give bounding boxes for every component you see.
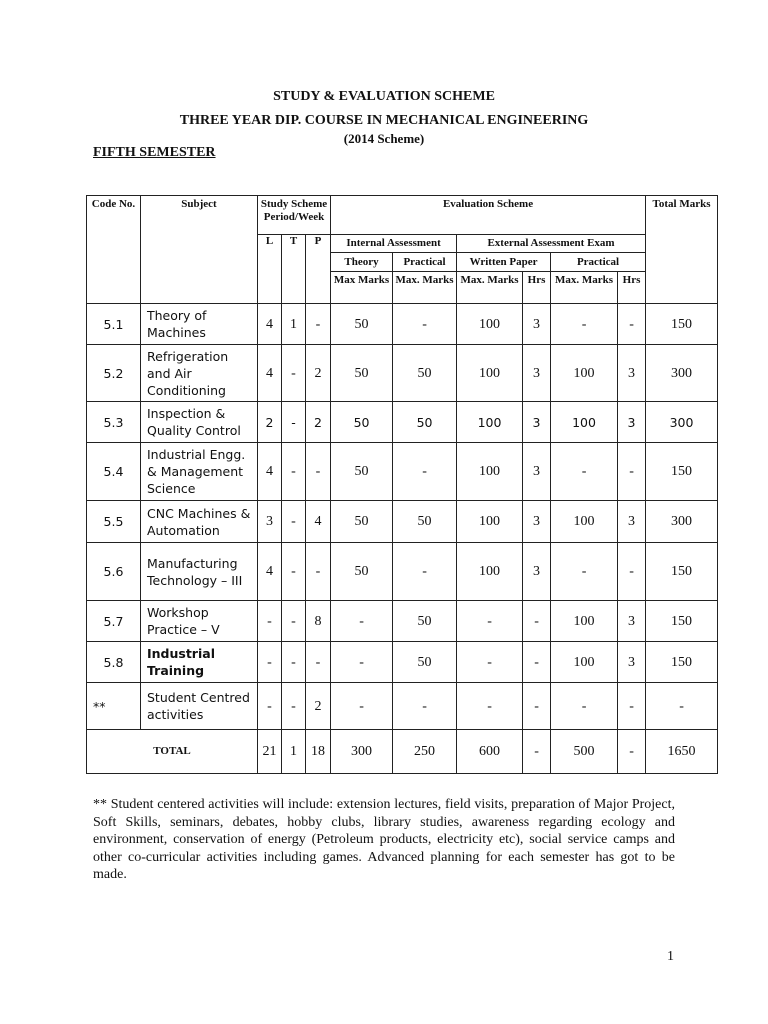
t-value: 1 — [282, 304, 306, 345]
practical-marks: - — [551, 683, 618, 730]
p-value: 2 — [306, 402, 331, 443]
written-paper-hrs: 3 — [523, 443, 551, 501]
practical-hrs: - — [618, 443, 646, 501]
table-row — [87, 642, 718, 683]
total-p: 18 — [306, 730, 331, 774]
subject-header: Subject — [141, 196, 258, 304]
written-paper-hrs: 3 — [523, 345, 551, 402]
table-row — [87, 501, 718, 543]
total-internal-practical: 250 — [393, 730, 457, 774]
practical-marks: - — [551, 443, 618, 501]
internal-practical-marks: - — [393, 304, 457, 345]
written-paper-marks: 100 — [457, 402, 523, 443]
subject-name: CNC Machines & Automation — [141, 501, 258, 543]
total-marks: 150 — [646, 543, 718, 601]
p-header: P — [306, 235, 331, 304]
p-value: 2 — [306, 683, 331, 730]
t-value: - — [282, 642, 306, 683]
total-marks: 150 — [646, 443, 718, 501]
practical-hrs: 3 — [618, 345, 646, 402]
p-value: - — [306, 543, 331, 601]
course-code: 5.3 — [87, 402, 141, 443]
internal-theory-marks: 50 — [331, 501, 393, 543]
written-paper-marks: - — [457, 683, 523, 730]
subject-name: Workshop Practice – V — [141, 601, 258, 642]
total-written: 600 — [457, 730, 523, 774]
p-value: - — [306, 443, 331, 501]
evaluation-scheme-table — [86, 195, 718, 774]
subject-name: Industrial Engg. & Management Science — [141, 443, 258, 501]
evaluation-scheme-header: Evaluation Scheme — [331, 196, 646, 235]
subject-name: Theory of Machines — [141, 304, 258, 345]
total-marks: 300 — [646, 402, 718, 443]
written-paper-marks: - — [457, 601, 523, 642]
course-code: 5.6 — [87, 543, 141, 601]
internal-theory-marks: - — [331, 601, 393, 642]
max-marks-header: Max. Marks — [457, 272, 523, 304]
table-row — [87, 345, 718, 402]
internal-theory-marks: - — [331, 683, 393, 730]
practical-hrs: - — [618, 543, 646, 601]
total-t: 1 — [282, 730, 306, 774]
table-row — [87, 683, 718, 730]
internal-theory-marks: 50 — [331, 443, 393, 501]
total-l: 21 — [258, 730, 282, 774]
table-row — [87, 543, 718, 601]
written-paper-hrs: - — [523, 601, 551, 642]
course-code: 5.5 — [87, 501, 141, 543]
t-value: - — [282, 345, 306, 402]
practical-hrs: 3 — [618, 642, 646, 683]
practical-hrs: 3 — [618, 402, 646, 443]
p-value: 2 — [306, 345, 331, 402]
t-header: T — [282, 235, 306, 304]
course-title: THREE YEAR DIP. COURSE IN MECHANICAL ENGINEERING — [179, 113, 589, 128]
l-header: L — [258, 235, 282, 304]
internal-theory-marks: 50 — [331, 304, 393, 345]
written-paper-marks: - — [457, 642, 523, 683]
max-marks-header: Max. Marks — [393, 272, 457, 304]
footnote: ** Student centered activities will include: extension lectures, field visits, preparation of Major Project, Soft Skills, seminars, debates, hobby clubs, library studies, awareness regarding ecology and environment, conservation of energy (Petroleum products, electricity etc), social service camps and other co-curricular activities including games. Advanced planning for each semester has got to be made. — [93, 797, 675, 882]
header-row-1 — [87, 196, 718, 235]
written-paper-marks: 100 — [457, 543, 523, 601]
t-value: - — [282, 601, 306, 642]
total-marks: 150 — [646, 304, 718, 345]
table-row — [87, 601, 718, 642]
written-paper-hrs: - — [523, 642, 551, 683]
max-marks-header: Max Marks — [331, 272, 393, 304]
external-practical-header: Practical — [551, 253, 646, 272]
page-number: 1 — [667, 949, 674, 964]
written-paper-hrs: - — [523, 683, 551, 730]
l-value: 2 — [258, 402, 282, 443]
t-value: - — [282, 402, 306, 443]
subject-name: Inspection & Quality Control — [141, 402, 258, 443]
t-value: - — [282, 443, 306, 501]
p-value: 4 — [306, 501, 331, 543]
p-value: 8 — [306, 601, 331, 642]
semester-heading: FIFTH SEMESTER — [93, 145, 216, 160]
course-code: 5.4 — [87, 443, 141, 501]
internal-practical-marks: 50 — [393, 402, 457, 443]
total-practical: 500 — [551, 730, 618, 774]
practical-marks: 100 — [551, 601, 618, 642]
l-value: - — [258, 683, 282, 730]
practical-marks: - — [551, 543, 618, 601]
p-value: - — [306, 642, 331, 683]
practical-marks: 100 — [551, 402, 618, 443]
practical-marks: 100 — [551, 501, 618, 543]
hrs-header: Hrs — [618, 272, 646, 304]
document-title: STUDY & EVALUATION SCHEME — [273, 89, 495, 104]
total-marks: 300 — [646, 501, 718, 543]
max-marks-header: Max. Marks — [551, 272, 618, 304]
l-value: 4 — [258, 543, 282, 601]
l-value: 4 — [258, 443, 282, 501]
internal-assessment-header: Internal Assessment — [331, 235, 457, 253]
grand-total: 1650 — [646, 730, 718, 774]
internal-theory-marks: 50 — [331, 345, 393, 402]
internal-practical-marks: 50 — [393, 345, 457, 402]
total-practical-hrs: - — [618, 730, 646, 774]
practical-marks: 100 — [551, 642, 618, 683]
written-paper-marks: 100 — [457, 304, 523, 345]
scheme-year: (2014 Scheme) — [343, 131, 425, 146]
internal-practical-marks: 50 — [393, 601, 457, 642]
internal-practical-marks: - — [393, 443, 457, 501]
total-marks: 300 — [646, 345, 718, 402]
t-value: - — [282, 683, 306, 730]
hrs-header: Hrs — [523, 272, 551, 304]
internal-practical-marks: - — [393, 543, 457, 601]
l-value: 3 — [258, 501, 282, 543]
internal-theory-marks: - — [331, 642, 393, 683]
total-marks: 150 — [646, 642, 718, 683]
written-paper-marks: 100 — [457, 501, 523, 543]
table-row — [87, 402, 718, 443]
l-value: 4 — [258, 345, 282, 402]
practical-hrs: 3 — [618, 601, 646, 642]
table-row — [87, 304, 718, 345]
practical-marks: - — [551, 304, 618, 345]
written-paper-hrs: 3 — [523, 543, 551, 601]
internal-theory-marks: 50 — [331, 402, 393, 443]
course-code: 5.2 — [87, 345, 141, 402]
course-code: 5.1 — [87, 304, 141, 345]
total-written-hrs: - — [523, 730, 551, 774]
written-paper-hrs: 3 — [523, 304, 551, 345]
internal-theory-marks: 50 — [331, 543, 393, 601]
internal-theory-header: Theory — [331, 253, 393, 272]
t-value: - — [282, 543, 306, 601]
subject-name: Industrial Training — [141, 642, 258, 683]
practical-hrs: - — [618, 304, 646, 345]
total-marks-header: Total Marks — [646, 196, 718, 304]
practical-hrs: 3 — [618, 501, 646, 543]
total-row — [87, 730, 718, 774]
table-row — [87, 443, 718, 501]
written-paper-hrs: 3 — [523, 501, 551, 543]
subject-name: Student Centred activities — [141, 683, 258, 730]
subject-name: Manufacturing Technology – III — [141, 543, 258, 601]
practical-marks: 100 — [551, 345, 618, 402]
internal-practical-header: Practical — [393, 253, 457, 272]
total-label: TOTAL — [87, 730, 258, 774]
total-marks: 150 — [646, 601, 718, 642]
course-code: ** — [87, 683, 141, 730]
written-paper-marks: 100 — [457, 345, 523, 402]
written-paper-marks: 100 — [457, 443, 523, 501]
l-value: - — [258, 601, 282, 642]
p-value: - — [306, 304, 331, 345]
code-header: Code No. — [87, 196, 141, 304]
course-code: 5.7 — [87, 601, 141, 642]
t-value: - — [282, 501, 306, 543]
external-assessment-header: External Assessment Exam — [457, 235, 646, 253]
internal-practical-marks: 50 — [393, 642, 457, 683]
course-code: 5.8 — [87, 642, 141, 683]
internal-practical-marks: - — [393, 683, 457, 730]
l-value: - — [258, 642, 282, 683]
l-value: 4 — [258, 304, 282, 345]
written-paper-header: Written Paper — [457, 253, 551, 272]
total-internal-theory: 300 — [331, 730, 393, 774]
study-scheme-header: Study Scheme Period/Week — [258, 196, 331, 235]
written-paper-hrs: 3 — [523, 402, 551, 443]
subject-name: Refrigeration and Air Conditioning — [141, 345, 258, 402]
internal-practical-marks: 50 — [393, 501, 457, 543]
total-marks: - — [646, 683, 718, 730]
practical-hrs: - — [618, 683, 646, 730]
